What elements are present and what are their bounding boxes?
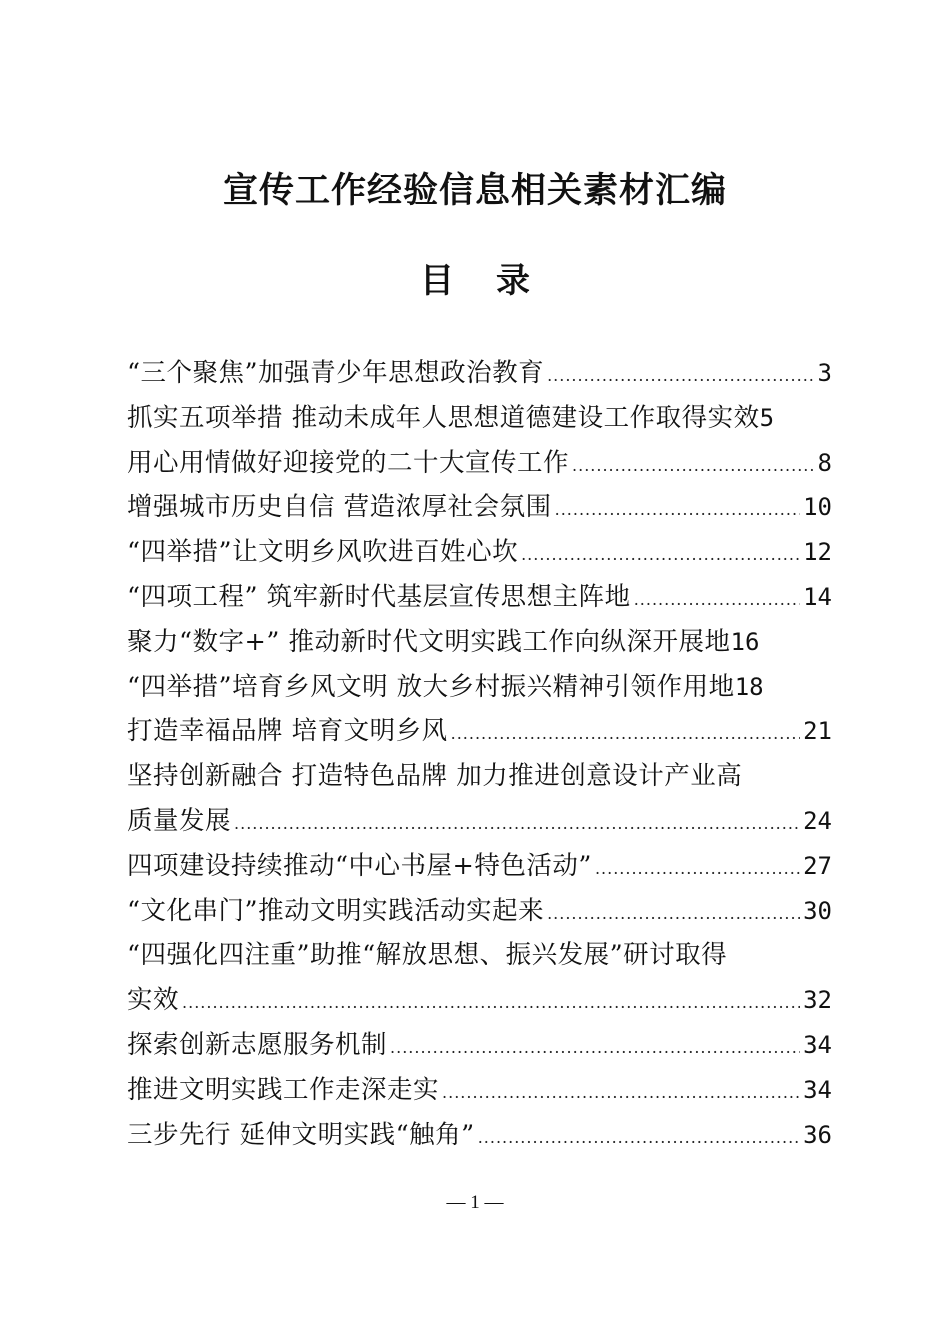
toc-entry-page: 36	[803, 1120, 832, 1149]
dot-leader	[234, 802, 800, 847]
toc-entry[interactable]	[127, 754, 832, 799]
dot-leader	[442, 1071, 800, 1116]
toc-entry-title: 探索创新志愿服务机制	[127, 1029, 388, 1060]
dot-leader	[572, 444, 815, 489]
toc-entry-title: 三步先行 延伸文明实践“触角”	[127, 1119, 475, 1150]
page-footer-number: — 1 —	[446, 1192, 504, 1213]
toc-entry[interactable]	[127, 441, 832, 486]
toc-entry-page: 3	[817, 359, 832, 387]
toc-entry-continuation[interactable]	[127, 799, 832, 844]
toc-entry-page: 16	[730, 627, 760, 656]
toc-entry[interactable]	[127, 1113, 832, 1158]
toc-entry-page: 27	[803, 851, 832, 880]
dot-leader	[547, 892, 800, 937]
toc-entry[interactable]	[127, 620, 832, 665]
toc-entry[interactable]	[127, 665, 832, 710]
toc-entry-page: 30	[803, 896, 832, 925]
toc-heading-char-1: 目	[420, 261, 454, 301]
toc-entry-page: 21	[803, 717, 832, 746]
table-of-contents	[127, 351, 832, 1157]
dot-leader	[182, 981, 800, 1026]
toc-entry-page: 24	[803, 806, 832, 835]
dot-leader	[451, 712, 800, 757]
dot-leader	[634, 578, 800, 623]
toc-entry-page: 14	[803, 582, 832, 611]
toc-entry-title: “四举措”培育乡风文明 放大乡村振兴精神引领作用地	[127, 671, 735, 702]
dot-leader	[595, 847, 800, 892]
toc-entry-page: 8	[817, 448, 832, 477]
toc-entry[interactable]	[127, 396, 832, 441]
toc-entry-page: 18	[734, 672, 764, 701]
toc-heading-char-2: 录	[496, 261, 530, 301]
dot-leader	[478, 1116, 800, 1161]
toc-entry[interactable]	[127, 351, 832, 396]
toc-entry-title: “三个聚焦”加强青少年思想政治教育	[127, 358, 545, 388]
toc-entry[interactable]	[127, 485, 832, 530]
dot-leader	[555, 488, 800, 533]
toc-entry[interactable]	[127, 933, 832, 978]
toc-entry-title: 坚持创新融合 打造特色品牌 加力推进创意设计产业高	[127, 761, 743, 792]
toc-entry-page: 10	[803, 493, 832, 522]
toc-heading	[0, 256, 950, 306]
toc-entry-title: “四强化四注重”助推“解放思想、振兴发展”研讨取得	[127, 940, 728, 971]
toc-entry[interactable]	[127, 530, 832, 575]
toc-entry-title: 用心用情做好迎接党的二十大宣传工作	[127, 447, 570, 478]
toc-entry[interactable]	[127, 575, 832, 620]
dot-leader	[390, 1026, 800, 1071]
toc-entry[interactable]	[127, 844, 832, 889]
toc-entry-page: 34	[803, 1075, 832, 1104]
toc-entry-page: 5	[759, 403, 775, 432]
toc-entry-title: 推进文明实践工作走深走实	[127, 1074, 440, 1105]
toc-entry[interactable]	[127, 1068, 832, 1113]
toc-entry[interactable]	[127, 889, 832, 934]
toc-entry[interactable]	[127, 709, 832, 754]
toc-entry-title: 打造幸福品牌 培育文明乡风	[127, 716, 448, 747]
toc-entry-title: 四项建设持续推动“中心书屋+特色活动”	[127, 850, 592, 881]
toc-entry-title-continuation: 实效	[127, 985, 180, 1016]
toc-entry-title: “四举措”让文明乡风吹进百姓心坎	[127, 537, 519, 568]
toc-entry-title: 抓实五项举措 推动未成年人思想道德建设工作取得实效	[127, 402, 760, 433]
toc-entry-page: 12	[803, 538, 832, 567]
toc-entry-continuation[interactable]	[127, 978, 832, 1023]
dot-leader	[521, 533, 800, 578]
toc-entry-title: “四项工程” 筑牢新时代基层宣传思想主阵地	[127, 581, 631, 612]
toc-entry-page: 32	[803, 986, 832, 1015]
toc-entry[interactable]	[127, 1023, 832, 1068]
toc-entry-title: 聚力“数字+” 推动新时代文明实践工作向纵深开展地	[127, 626, 731, 657]
document-title: 宣传工作经验信息相关素材汇编	[222, 170, 727, 211]
toc-entry-title: “文化串门”推动文明实践活动实起来	[127, 895, 545, 926]
toc-entry-title-continuation: 质量发展	[127, 805, 232, 836]
dot-leader	[547, 354, 814, 399]
toc-entry-title: 增强城市历史自信 营造浓厚社会氛围	[127, 492, 552, 523]
toc-entry-page: 34	[803, 1030, 832, 1059]
